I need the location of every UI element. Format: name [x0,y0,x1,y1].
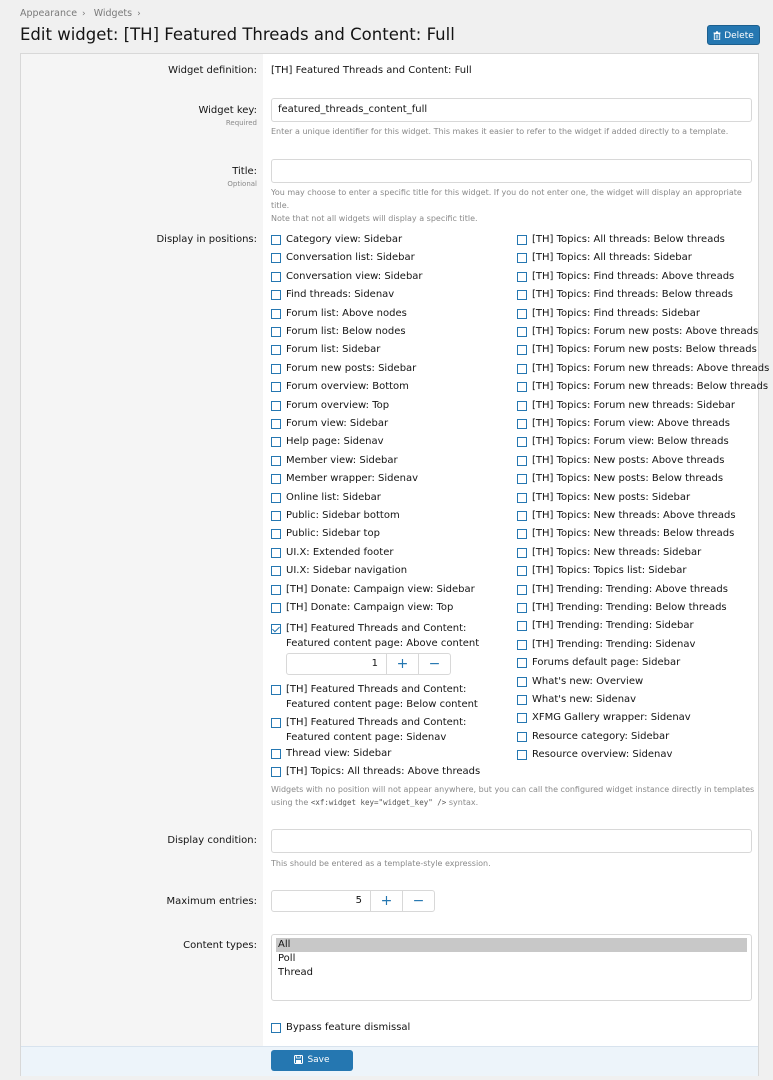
max-entries-label: Maximum entries: [166,896,257,907]
position-label: Public: Sidebar bottom [286,510,400,521]
position-label: [TH] Donate: Campaign view: Sidebar [286,583,475,595]
position-label: [TH] Topics: New posts: Above threads [532,454,725,466]
checkbox-icon[interactable] [517,493,527,503]
checkbox-icon[interactable] [517,695,527,705]
position-label: Category view: Sidebar [286,234,403,245]
checkbox-icon[interactable] [271,603,281,613]
position-label: [TH] Trending: Trending: Sidenav [532,638,696,650]
title-hint [271,186,761,225]
chevron-right-icon: › [82,9,86,19]
position-label: Forum new posts: Sidebar [286,362,417,374]
checkbox-icon[interactable] [271,474,281,484]
position-label: Forum list: Above nodes [286,307,407,319]
positions-hint-line1: Widgets with no position will not appear anywhere, but you can call the configured widget instance directly in templates [271,785,755,794]
checkbox-icon[interactable] [517,401,527,411]
checkbox-icon[interactable] [271,364,281,374]
position-label: [TH] Featured Threads and Content: Featured content page: Sidenav [286,717,467,743]
checkbox-icon[interactable] [517,732,527,742]
checkbox-icon[interactable] [517,235,527,245]
checkbox-icon[interactable] [517,548,527,558]
content-type-option-thread[interactable]: Thread [278,967,313,978]
title-hint-line2: Note that not all widgets will display a specific title. [271,214,478,223]
chevron-right-icon: › [137,9,141,19]
position-label: Forum overview: Top [286,399,390,411]
position-label: [TH] Topics: New threads: Below threads [532,528,735,540]
position-label: [TH] Topics: Forum new threads: Above threads [532,362,770,374]
checkbox-icon[interactable] [517,456,527,466]
checkbox-icon[interactable] [517,529,527,539]
position-label: [TH] Topics: Find threads: Sidebar [532,307,700,319]
checkbox-icon[interactable] [271,718,281,728]
bypass-dismissal-label: Bypass feature dismissal [286,1022,411,1033]
content-type-option-poll[interactable]: Poll [278,953,296,964]
checkbox-icon[interactable] [517,603,527,613]
title-input[interactable] [271,159,752,183]
trash-icon [713,31,721,40]
position-label: [TH] Topics: All threads: Sidebar [532,252,692,264]
checkbox-icon[interactable] [271,309,281,319]
checkbox-icon[interactable] [517,290,527,300]
position-label: Resource overview: Sidenav [532,749,673,761]
title-optional: Optional [227,180,257,188]
position-label: Conversation view: Sidebar [286,270,423,282]
checkbox-icon[interactable] [517,677,527,687]
widget-definition-label: Widget definition: [168,65,257,76]
position-label: Conversation list: Sidebar [286,252,415,264]
checkbox-icon[interactable] [271,456,281,466]
breadcrumb-item-widgets[interactable]: Widgets [93,8,133,19]
checkbox-icon[interactable] [517,566,527,576]
position-label: [TH] Topics: Forum new posts: Above threads [532,326,759,337]
plus-icon[interactable]: + [386,654,418,674]
widget-key-label: Widget key: [198,105,257,116]
position-label: Forum list: Sidebar [286,344,381,356]
position-label: Member view: Sidebar [286,454,398,466]
position-label: [TH] Topics: New threads: Above threads [532,510,736,521]
position-order-stepper[interactable] [286,653,451,675]
checkbox-icon[interactable] [271,327,281,337]
widget-key-required: Required [225,119,257,127]
checkbox-icon[interactable] [517,585,527,595]
position-label: [TH] Trending: Trending: Above threads [532,583,728,595]
breadcrumb [20,8,146,19]
position-label: [TH] Topics: Forum new posts: Below threads [532,344,757,356]
max-entries-stepper[interactable] [271,890,435,912]
position-label: UI.X: Sidebar navigation [286,565,408,577]
content-types-select[interactable] [271,934,752,1001]
checkbox-icon[interactable] [271,585,281,595]
widget-key-input[interactable]: featured_threads_content_full [271,98,752,122]
checkbox-icon[interactable] [517,364,527,374]
position-label: UI.X: Extended footer [286,546,394,558]
display-condition-hint: This should be entered as a template-style expression. [271,859,491,868]
checkbox-icon[interactable] [271,548,281,558]
checkbox-icon[interactable] [517,437,527,447]
position-label: [TH] Topics: All threads: Above threads [286,766,481,777]
position-label: [TH] Trending: Trending: Below threads [532,602,727,613]
position-label: [TH] Topics: New posts: Sidebar [532,491,691,503]
checkbox-icon[interactable] [517,327,527,337]
position-label: [TH] Featured Threads and Content: Featured content page: Above content [286,623,480,649]
checkbox-icon[interactable] [271,767,281,777]
position-label: Help page: Sidenav [286,436,384,448]
checkbox-icon[interactable] [271,529,281,539]
position-label: Public: Sidebar top [286,528,380,540]
checkbox-icon[interactable] [517,345,527,355]
position-label: [TH] Topics: Forum new threads: Sidebar [532,399,735,411]
position-label: What's new: Sidenav [532,694,637,705]
checkbox-icon[interactable] [517,511,527,521]
checkbox-checked-icon[interactable] [271,624,281,634]
display-condition-input[interactable] [271,829,752,853]
checkbox-icon[interactable] [517,419,527,429]
position-label: Resource category: Sidebar [532,730,670,742]
checkbox-icon[interactable] [271,1023,281,1033]
position-label: [TH] Topics: New threads: Sidebar [532,546,702,558]
position-label: Member wrapper: Sidenav [286,473,419,485]
position-label: Find threads: Sidenav [286,289,395,301]
checkbox-icon[interactable] [271,290,281,300]
form-submit-row [21,1046,758,1076]
position-label: Forums default page: Sidebar [532,657,681,669]
checkbox-icon[interactable] [517,272,527,282]
position-label: [TH] Donate: Campaign view: Top [286,602,454,613]
position-label: Thread view: Sidebar [286,747,392,759]
breadcrumb-item-appearance[interactable]: Appearance [20,8,78,19]
delete-label: Delete [724,31,754,41]
display-condition-label: Display condition: [167,835,257,846]
widget-key-hint: Enter a unique identifier for this widget. This makes it easier to refer to the widget if added directly to a template. [271,127,729,136]
checkbox-icon[interactable] [517,253,527,263]
positions-label: Display in positions: [156,234,257,245]
max-entries-value[interactable]: 5 [355,895,362,906]
save-icon [294,1055,303,1064]
position-label: [TH] Topics: Find threads: Above threads [532,270,735,282]
position-label: Forum overview: Bottom [286,381,409,393]
checkbox-icon[interactable] [271,493,281,503]
positions-hint-line2: using the <xf:widget key="widget_key" /> syntax. [271,798,479,807]
checkbox-icon[interactable] [517,474,527,484]
position-label: [TH] Topics: Forum view: Above threads [532,418,730,429]
position-label: [TH] Topics: All threads: Below threads [532,234,725,245]
checkbox-icon[interactable] [271,235,281,245]
delete-button[interactable] [707,25,760,45]
checkbox-icon[interactable] [271,566,281,576]
position-order-value[interactable]: 1 [371,658,378,669]
checkbox-icon[interactable] [517,621,527,631]
checkbox-icon[interactable] [271,749,281,759]
save-label: Save [307,1055,330,1065]
page-title: Edit widget: [TH] Featured Threads and Content: Full [20,25,455,44]
checkbox-icon[interactable] [271,382,281,392]
position-label: XFMG Gallery wrapper: Sidenav [532,712,691,724]
position-label: [TH] Featured Threads and Content: Featured content page: Below content [286,684,478,710]
checkbox-icon[interactable] [517,640,527,650]
position-label: [TH] Topics: New posts: Below threads [532,473,724,485]
position-label: Forum view: Sidebar [286,418,389,429]
checkbox-icon[interactable] [271,437,281,447]
minus-icon[interactable]: − [402,891,434,911]
content-types-label: Content types: [183,940,257,951]
position-label: [TH] Topics: Find threads: Below threads [532,289,733,301]
checkbox-icon[interactable] [517,713,527,723]
position-label: Online list: Sidebar [286,491,381,503]
minus-icon[interactable]: − [418,654,450,674]
content-type-option-all[interactable]: All [276,938,747,952]
widget-code-snippet: <xf:widget key="widget_key" /> [310,798,447,807]
plus-icon[interactable]: + [370,891,402,911]
checkbox-icon[interactable] [271,253,281,263]
checkbox-icon[interactable] [271,419,281,429]
position-label: What's new: Overview [532,675,644,687]
checkbox-icon[interactable] [271,272,281,282]
checkbox-icon[interactable] [517,309,527,319]
position-label: [TH] Topics: Topics list: Sidebar [532,565,687,577]
save-button[interactable] [271,1050,353,1071]
position-label: Forum list: Below nodes [286,326,406,337]
position-label: [TH] Trending: Trending: Sidebar [532,620,694,632]
positions-hint [271,783,761,809]
checkbox-icon[interactable] [517,658,527,668]
checkbox-icon[interactable] [271,511,281,521]
checkbox-icon[interactable] [517,382,527,392]
checkbox-icon[interactable] [517,750,527,760]
title-hint-line1: You may choose to enter a specific title for this widget. If you do not enter one, the widget will display an appropriate title. [271,188,742,210]
title-label: Title: [232,166,257,177]
position-label: [TH] Topics: Forum new threads: Below threads [532,381,769,393]
checkbox-icon[interactable] [271,685,281,695]
checkbox-icon[interactable] [271,345,281,355]
checkbox-icon[interactable] [271,401,281,411]
position-label: [TH] Topics: Forum view: Below threads [532,436,729,448]
widget-definition-value: [TH] Featured Threads and Content: Full [271,65,472,76]
